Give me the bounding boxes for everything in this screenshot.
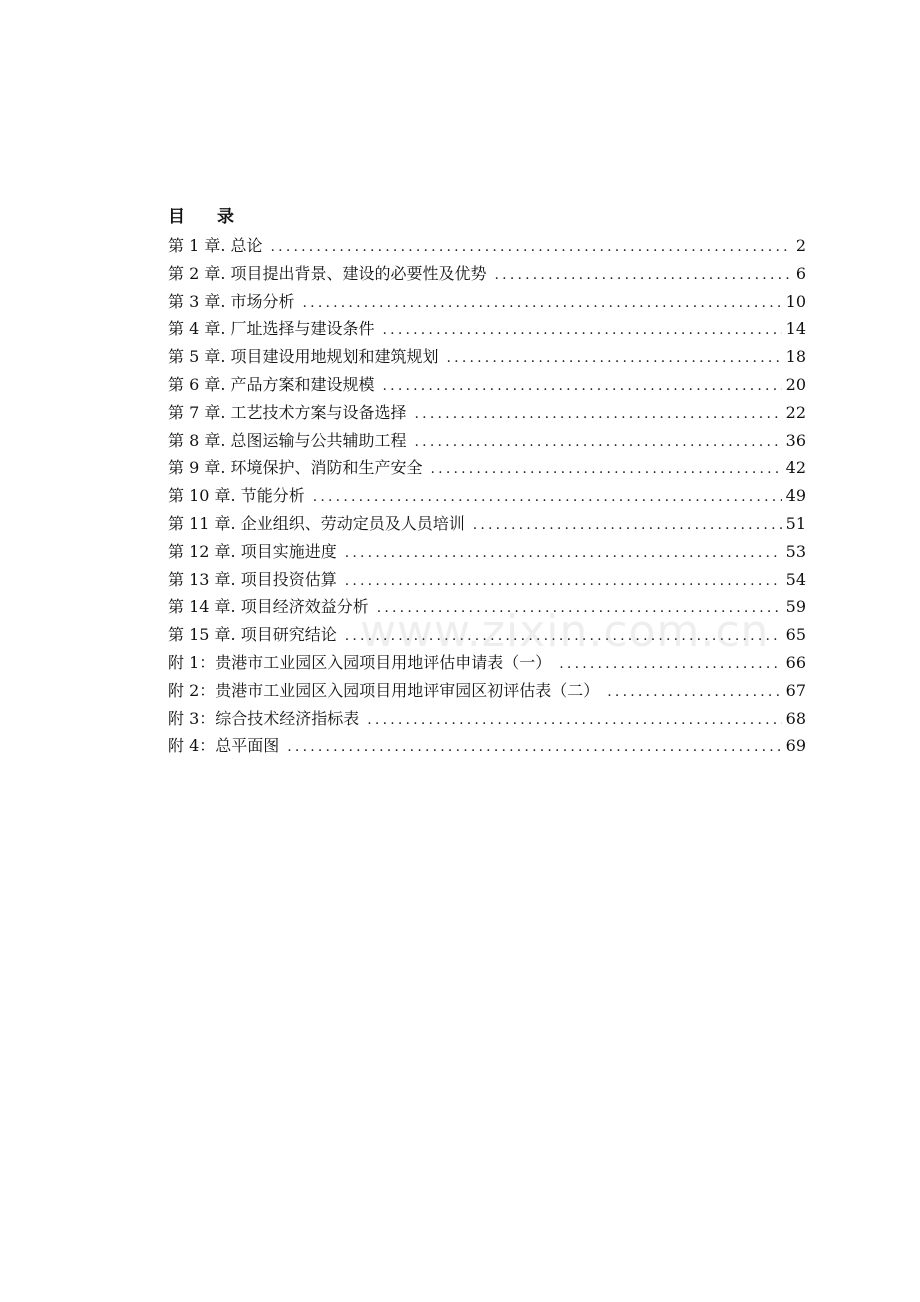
toc-entry[interactable] xyxy=(168,677,806,705)
toc-entry-page[interactable]: 65 xyxy=(785,625,806,645)
toc-leader-dots xyxy=(447,345,782,373)
toc-entry-label[interactable]: 附 3：综合技术经济指标表 xyxy=(168,708,360,728)
toc-entry-label[interactable]: 第 8 章. 总图运输与公共辅助工程 xyxy=(168,430,407,450)
toc-entry-label[interactable]: 附 1：贵港市工业园区入园项目用地评估申请表（一） xyxy=(168,652,552,672)
toc-entry[interactable] xyxy=(168,482,806,510)
toc-leader-dots xyxy=(383,373,782,401)
toc-entry-page[interactable]: 67 xyxy=(785,680,806,700)
toc-entry-page[interactable]: 6 xyxy=(795,263,806,283)
toc-entry-page[interactable]: 54 xyxy=(785,569,806,589)
toc-entry[interactable] xyxy=(168,621,806,649)
toc-entry[interactable] xyxy=(168,260,806,288)
toc-entry-page[interactable]: 49 xyxy=(785,486,806,506)
toc-leader-dots xyxy=(313,484,782,512)
toc-entry[interactable] xyxy=(168,315,806,343)
toc-entry-label[interactable]: 第 4 章. 厂址选择与建设条件 xyxy=(168,319,375,339)
watermark: www.zixin.com.cn xyxy=(360,606,770,657)
table-of-contents xyxy=(168,202,806,760)
toc-title-right: 录 xyxy=(217,207,234,227)
toc-leader-dots xyxy=(559,651,781,679)
toc-entry-label[interactable]: 第 7 章. 工艺技术方案与设备选择 xyxy=(168,402,407,422)
toc-entry-page[interactable]: 22 xyxy=(785,402,806,422)
toc-entry-label[interactable]: 第 11 章. 企业组织、劳动定员及人员培训 xyxy=(168,513,465,533)
toc-entry-page[interactable]: 51 xyxy=(785,513,806,533)
toc-leader-dots xyxy=(367,707,781,735)
toc-entry-page[interactable]: 42 xyxy=(785,458,806,478)
toc-title xyxy=(168,202,806,232)
toc-entry-label[interactable]: 第 14 章. 项目经济效益分析 xyxy=(168,597,369,617)
toc-entry-page[interactable]: 18 xyxy=(785,347,806,367)
toc-entry[interactable] xyxy=(168,371,806,399)
toc-entry-page[interactable]: 2 xyxy=(795,236,806,255)
toc-entry[interactable] xyxy=(168,732,806,760)
toc-leader-dots xyxy=(607,679,781,707)
toc-entry-label[interactable]: 第 6 章. 产品方案和建设规模 xyxy=(168,374,375,394)
toc-entry[interactable] xyxy=(168,232,806,260)
toc-title-left: 目 xyxy=(168,207,185,227)
toc-leader-dots xyxy=(345,568,782,596)
toc-leader-dots xyxy=(377,595,782,623)
toc-entry[interactable] xyxy=(168,538,806,566)
toc-entry-page[interactable]: 14 xyxy=(785,319,806,339)
toc-entry-label[interactable]: 第 15 章. 项目研究结论 xyxy=(168,625,337,645)
toc-entry-label[interactable]: 第 3 章. 市场分析 xyxy=(168,291,295,311)
toc-entry-page[interactable]: 53 xyxy=(785,541,806,561)
toc-entry[interactable] xyxy=(168,454,806,482)
toc-entry[interactable] xyxy=(168,343,806,371)
toc-entry-page[interactable]: 10 xyxy=(785,291,806,311)
toc-entry-label[interactable]: 第 10 章. 节能分析 xyxy=(168,486,305,506)
toc-leader-dots xyxy=(345,623,782,651)
toc-entry-label[interactable]: 附 4：总平面图 xyxy=(168,736,280,756)
toc-leader-dots xyxy=(345,540,782,568)
toc-entry-label[interactable]: 第 9 章. 环境保护、消防和生产安全 xyxy=(168,458,423,478)
toc-entry-page[interactable]: 20 xyxy=(785,374,806,394)
toc-entry-label[interactable]: 第 1 章. 总论 xyxy=(168,236,263,255)
toc-entry[interactable] xyxy=(168,593,806,621)
toc-leader-dots xyxy=(303,290,782,318)
toc-entry-page[interactable]: 68 xyxy=(785,708,806,728)
toc-leader-dots xyxy=(415,401,782,429)
toc-entry-page[interactable]: 69 xyxy=(785,736,806,756)
toc-leader-dots xyxy=(473,512,782,540)
toc-entry-label[interactable]: 第 5 章. 项目建设用地规划和建筑规划 xyxy=(168,347,439,367)
toc-entry-page[interactable]: 66 xyxy=(785,652,806,672)
toc-entry[interactable] xyxy=(168,705,806,733)
toc-entry[interactable] xyxy=(168,399,806,427)
toc-leader-dots xyxy=(495,262,792,290)
toc-entry[interactable] xyxy=(168,427,806,455)
toc-leader-dots xyxy=(415,429,782,457)
toc-list xyxy=(168,232,806,760)
toc-entry[interactable] xyxy=(168,566,806,594)
toc-leader-dots xyxy=(431,456,782,484)
toc-entry-page[interactable]: 36 xyxy=(785,430,806,450)
toc-leader-dots xyxy=(383,317,782,345)
toc-entry-page[interactable]: 59 xyxy=(785,597,806,617)
toc-entry[interactable] xyxy=(168,288,806,316)
toc-entry-label[interactable]: 第 2 章. 项目提出背景、建设的必要性及优势 xyxy=(168,263,487,283)
toc-leader-dots xyxy=(271,234,792,262)
toc-entry[interactable] xyxy=(168,510,806,538)
toc-entry[interactable] xyxy=(168,649,806,677)
toc-entry-label[interactable]: 第 13 章. 项目投资估算 xyxy=(168,569,337,589)
toc-leader-dots xyxy=(287,734,781,762)
toc-entry-label[interactable]: 附 2：贵港市工业园区入园项目用地评审园区初评估表（二） xyxy=(168,680,600,700)
toc-entry-label[interactable]: 第 12 章. 项目实施进度 xyxy=(168,541,337,561)
